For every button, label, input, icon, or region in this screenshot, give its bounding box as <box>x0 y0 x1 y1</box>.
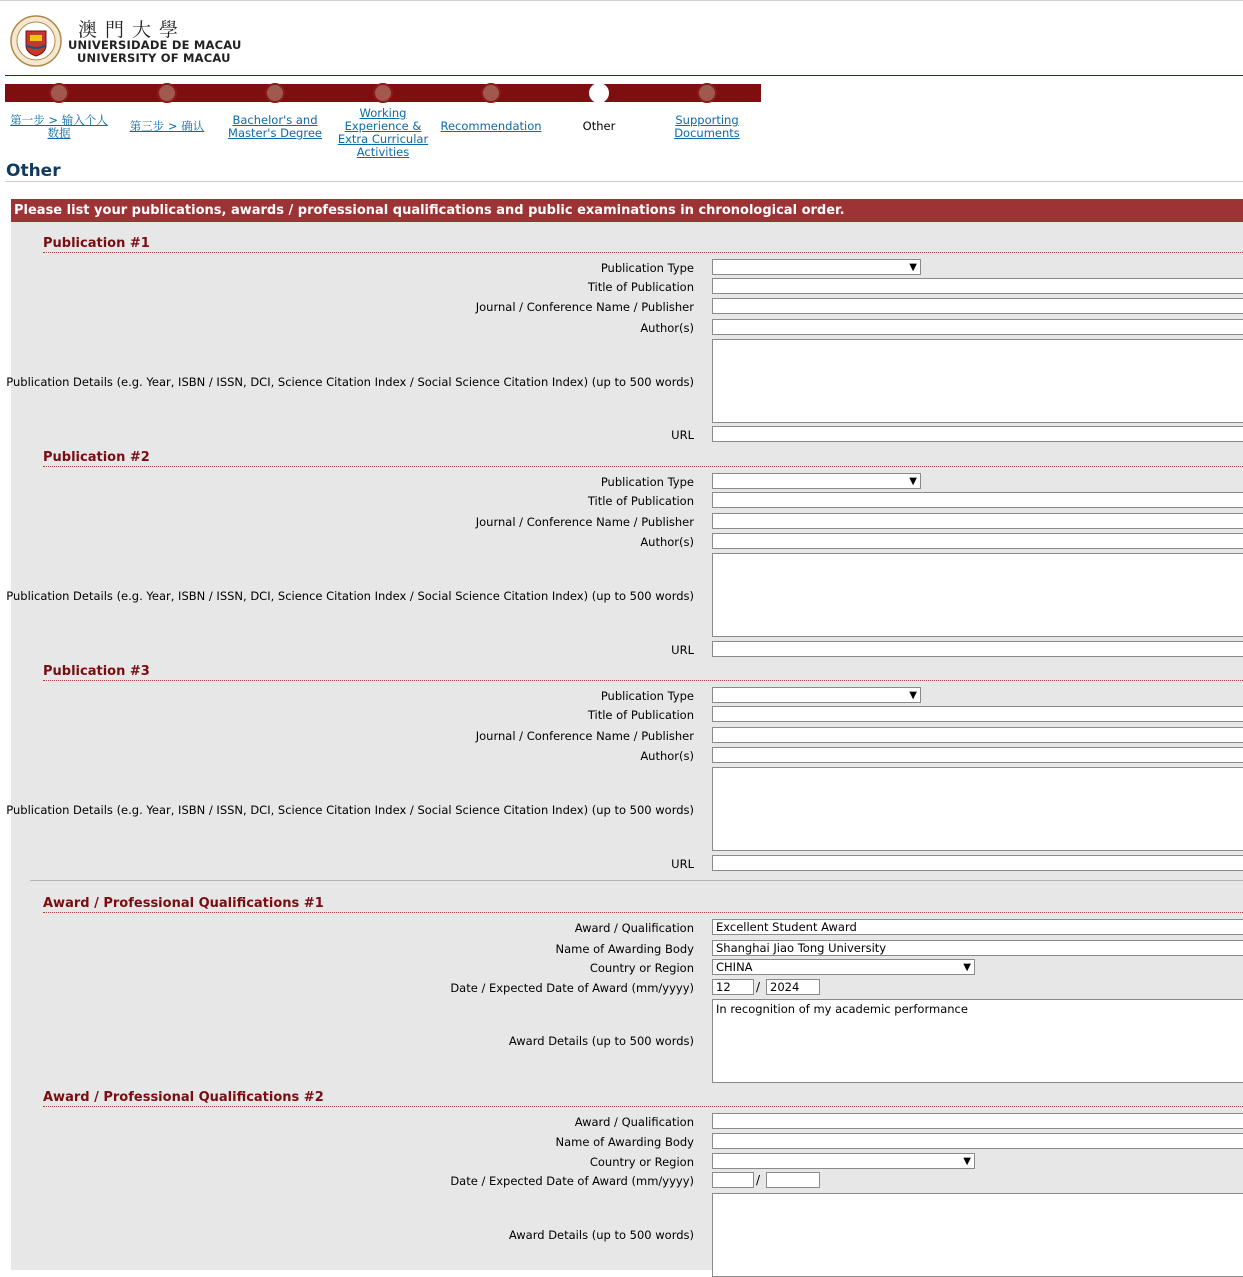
publication-3-authors-input[interactable] <box>712 747 1243 763</box>
publication-2-heading: Publication #2 <box>43 450 1243 467</box>
publication-1-details-textarea[interactable] <box>712 339 1243 423</box>
award-1-body-label: Name of Awarding Body <box>555 942 694 956</box>
publication-3-title-label: Title of Publication <box>587 708 694 722</box>
publication-1-details-label: Publication Details (e.g. Year, ISBN / ISSN, DCI, Science Citation Index / Social Science Citation Index) (up to 500 words) <box>6 375 694 389</box>
publication-3-details-label: Publication Details (e.g. Year, ISBN / ISSN, DCI, Science Citation Index / Social Science Citation Index) (up to 500 words) <box>6 803 694 817</box>
publication-3-journal-label: Journal / Conference Name / Publisher <box>475 729 694 743</box>
publication-3-details-textarea[interactable] <box>712 767 1243 851</box>
chevron-down-icon: ▼ <box>909 690 917 701</box>
publication-2-url-label: URL <box>671 643 694 657</box>
publication-3-title-input[interactable] <box>712 706 1243 722</box>
step-current-other: Other <box>582 119 616 133</box>
publication-2-journal-input[interactable] <box>712 513 1243 529</box>
publication-3-authors-label: Author(s) <box>640 749 694 763</box>
step-link-personal-data[interactable]: 第一步 > 输入个人数据 <box>10 113 108 140</box>
publication-3-url-label: URL <box>671 857 694 871</box>
award-1-details-textarea[interactable]: In recognition of my academic performance <box>712 999 1243 1083</box>
step-dot-5[interactable] <box>481 83 501 103</box>
chevron-down-icon: ▼ <box>909 262 917 273</box>
publication-1-type-select[interactable] <box>712 259 921 275</box>
award-1-heading: Award / Professional Qualifications #1 <box>43 896 1243 913</box>
step-link-degree[interactable]: Bachelor's and Master's Degree <box>228 113 322 140</box>
publication-1-url-label: URL <box>671 428 694 442</box>
publication-3-journal-input[interactable] <box>712 727 1243 743</box>
award-1-body-input[interactable]: Shanghai Jiao Tong University <box>712 940 1243 956</box>
page-header <box>0 0 1243 76</box>
date-separator: / <box>756 1173 761 1187</box>
award-1-month-input[interactable]: 12 <box>712 979 754 995</box>
step-dot-6-current <box>589 83 609 103</box>
award-2-details-label: Award Details (up to 500 words) <box>508 1228 694 1242</box>
step-link-recommendation[interactable]: Recommendation <box>440 119 542 133</box>
award-2-country-label: Country or Region <box>589 1155 694 1169</box>
award-2-body-label: Name of Awarding Body <box>555 1135 694 1149</box>
chevron-down-icon: ▼ <box>963 1156 971 1167</box>
section-divider <box>30 880 1243 881</box>
publication-1-authors-input[interactable] <box>712 319 1243 335</box>
page-title: Other <box>6 161 61 181</box>
award-2-heading: Award / Professional Qualifications #2 <box>43 1090 1243 1107</box>
award-2-year-input[interactable] <box>766 1172 820 1188</box>
publication-2-authors-label: Author(s) <box>640 535 694 549</box>
title-divider <box>5 181 1243 182</box>
progress-bar <box>5 84 761 102</box>
header-divider <box>5 75 1243 76</box>
publication-2-title-input[interactable] <box>712 492 1243 508</box>
award-2-date-label: Date / Expected Date of Award (mm/yyyy) <box>450 1174 694 1188</box>
publication-2-type-label: Publication Type <box>600 475 694 489</box>
publication-2-authors-input[interactable] <box>712 533 1243 549</box>
step-dot-7[interactable] <box>697 83 717 103</box>
logo-portuguese-name: UNIVERSIDADE DE MACAU <box>68 38 242 52</box>
award-1-country-label: Country or Region <box>589 961 694 975</box>
publication-3-type-select[interactable] <box>712 687 921 703</box>
logo-chinese-name: 澳門大學 <box>78 19 187 41</box>
logo-english-name: UNIVERSITY OF MACAU <box>77 51 231 65</box>
publication-1-authors-label: Author(s) <box>640 321 694 335</box>
publication-2-details-textarea[interactable] <box>712 553 1243 637</box>
award-1-country-select[interactable]: CHINA ▼ <box>712 959 975 975</box>
publication-3-type-label: Publication Type <box>600 689 694 703</box>
chevron-down-icon: ▼ <box>909 476 917 487</box>
step-dot-1[interactable] <box>49 83 69 103</box>
publication-1-journal-label: Journal / Conference Name / Publisher <box>475 300 694 314</box>
award-1-date-label: Date / Expected Date of Award (mm/yyyy) <box>450 981 694 995</box>
step-dot-4[interactable] <box>373 83 393 103</box>
award-2-details-textarea[interactable] <box>712 1193 1243 1277</box>
date-separator: / <box>756 980 761 994</box>
chevron-down-icon: ▼ <box>963 962 971 973</box>
publication-3-url-input[interactable] <box>712 855 1243 871</box>
step-dot-3[interactable] <box>265 83 285 103</box>
publication-1-journal-input[interactable] <box>712 298 1243 314</box>
step-dot-2[interactable] <box>157 83 177 103</box>
publication-2-details-label: Publication Details (e.g. Year, ISBN / ISSN, DCI, Science Citation Index / Social Science Citation Index) (up to 500 words) <box>6 589 694 603</box>
publication-3-heading: Publication #3 <box>43 664 1243 681</box>
publication-1-title-label: Title of Publication <box>587 280 694 294</box>
step-link-confirm[interactable]: 第三步 > 确认 <box>129 119 205 133</box>
award-2-month-input[interactable] <box>712 1172 754 1188</box>
publication-2-journal-label: Journal / Conference Name / Publisher <box>475 515 694 529</box>
award-1-qualification-input[interactable]: Excellent Student Award <box>712 919 1243 935</box>
publication-1-type-label: Publication Type <box>600 261 694 275</box>
award-2-body-input[interactable] <box>712 1133 1243 1149</box>
publication-1-heading: Publication #1 <box>43 236 1243 253</box>
publication-2-url-input[interactable] <box>712 641 1243 657</box>
step-link-working-experience[interactable]: Working Experience & Extra Curricular Activities <box>337 106 429 159</box>
award-2-qualification-input[interactable] <box>712 1113 1243 1129</box>
award-1-year-input[interactable]: 2024 <box>766 979 820 995</box>
instruction-bar: Please list your publications, awards / professional qualifications and public examinations in chronological order. <box>11 199 1243 222</box>
award-2-qualification-label: Award / Qualification <box>574 1115 694 1129</box>
university-seal-icon <box>10 15 62 67</box>
form-panel <box>6 199 1243 1270</box>
publication-1-url-input[interactable] <box>712 426 1243 442</box>
award-1-qualification-label: Award / Qualification <box>574 921 694 935</box>
publication-1-title-input[interactable] <box>712 278 1243 294</box>
award-2-country-select[interactable] <box>712 1153 975 1169</box>
publication-2-type-select[interactable] <box>712 473 921 489</box>
award-1-details-label: Award Details (up to 500 words) <box>508 1034 694 1048</box>
publication-2-title-label: Title of Publication <box>587 494 694 508</box>
step-link-supporting-documents[interactable]: Supporting Documents <box>674 113 740 140</box>
